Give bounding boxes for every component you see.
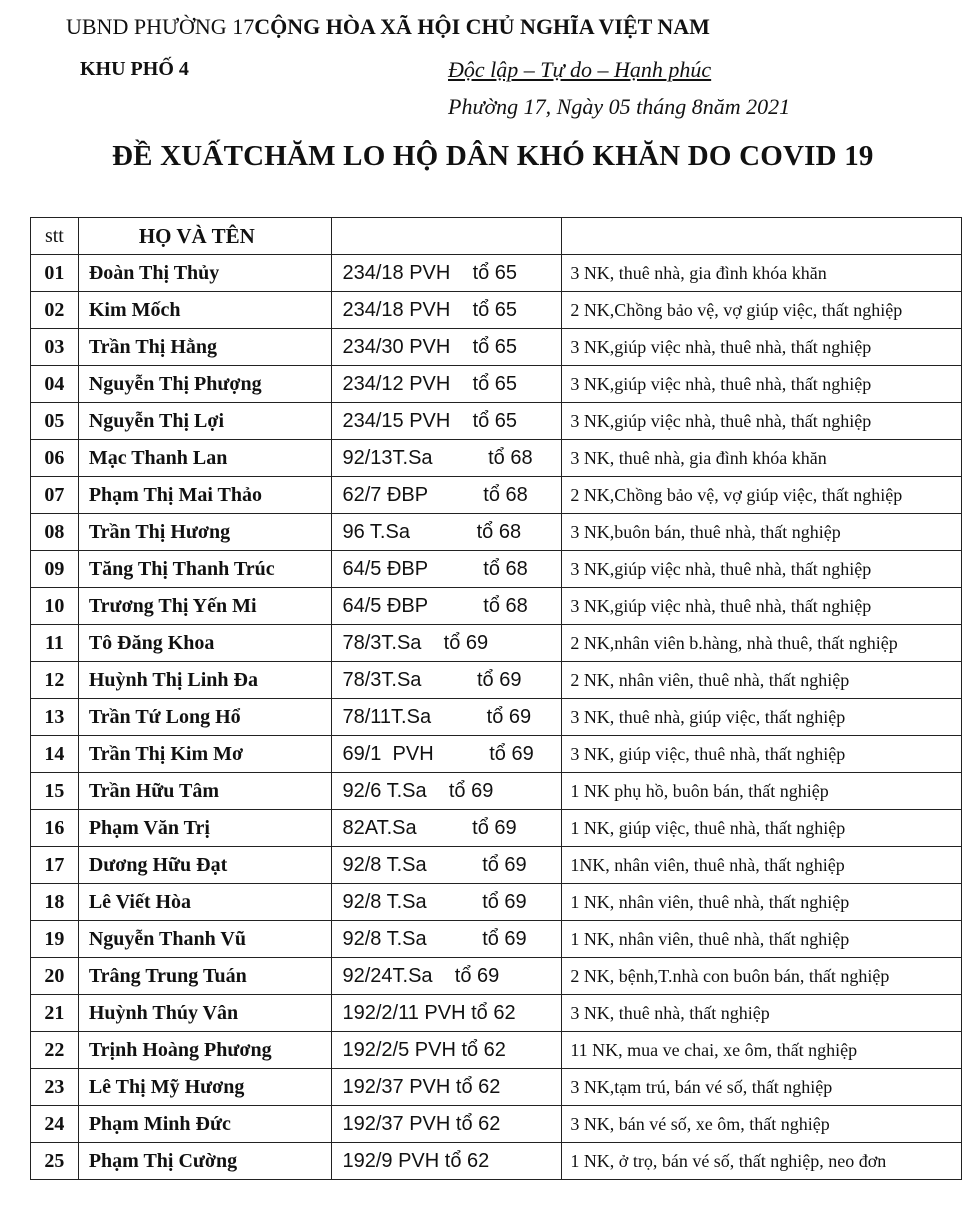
header-stt: stt [31,218,79,255]
row-note: 1 NK, nhân viên, thuê nhà, thất nghiệp [562,884,962,921]
dateline: Phường 17, Ngày 05 tháng 8năm 2021 [448,94,791,119]
row-stt: 14 [31,736,79,773]
row-stt: 17 [31,847,79,884]
row-address: 192/9 PVH tổ 62 [332,1143,562,1180]
row-note: 3 NK,buôn bán, thuê nhà, thất nghiệp [562,514,962,551]
table-row [31,921,962,958]
table-row [31,366,962,403]
row-note: 1 NK phụ hồ, buôn bán, thất nghiệp [562,773,962,810]
table-row [31,736,962,773]
row-note: 2 NK, nhân viên, thuê nhà, thất nghiệp [562,662,962,699]
table-row [31,847,962,884]
table-row [31,810,962,847]
row-address: 192/37 PVH tổ 62 [332,1106,562,1143]
table-header-row [31,218,962,255]
row-stt: 12 [31,662,79,699]
table-row [31,255,962,292]
row-address: 234/30 PVH tổ 65 [332,329,562,366]
row-name: Nguyễn Thị Phượng [78,366,332,403]
row-name: Trâng Trung Tuán [78,958,332,995]
row-name: Trần Thị Hằng [78,329,332,366]
row-stt: 21 [31,995,79,1032]
row-stt: 05 [31,403,79,440]
table-row [31,440,962,477]
row-name: Trần Thị Kim Mơ [78,736,332,773]
row-address: 78/3T.Sa tổ 69 [332,662,562,699]
row-address: 69/1 PVH tổ 69 [332,736,562,773]
row-address: 92/8 T.Sa tổ 69 [332,884,562,921]
row-stt: 07 [31,477,79,514]
row-address: 64/5 ĐBP tổ 68 [332,551,562,588]
row-stt: 18 [31,884,79,921]
table-row [31,1106,962,1143]
row-note: 2 NK,Chồng bảo vệ, vợ giúp việc, thất nghiệp [562,292,962,329]
row-address: 92/8 T.Sa tổ 69 [332,921,562,958]
row-name: Trịnh Hoàng Phương [78,1032,332,1069]
row-note: 3 NK, bán vé số, xe ôm, thất nghiệp [562,1106,962,1143]
row-stt: 03 [31,329,79,366]
table-row [31,292,962,329]
table-row [31,514,962,551]
row-note: 1 NK, giúp việc, thuê nhà, thất nghiệp [562,810,962,847]
row-name: Trần Tứ Long Hổ [78,699,332,736]
row-note: 3 NK,giúp việc nhà, thuê nhà, thất nghiệp [562,403,962,440]
row-note: 1 NK, ở trọ, bán vé số, thất nghiệp, neo đơn [562,1143,962,1180]
header-org-line [66,14,710,40]
row-address: 234/18 PVH tổ 65 [332,292,562,329]
row-name: Phạm Văn Trị [78,810,332,847]
row-note: 3 NK,giúp việc nhà, thuê nhà, thất nghiệp [562,551,962,588]
row-stt: 16 [31,810,79,847]
row-note: 3 NK, thuê nhà, gia đình khóa khăn [562,440,962,477]
row-address: 78/3T.Sa tổ 69 [332,625,562,662]
row-note: 3 NK,giúp việc nhà, thuê nhà, thất nghiệp [562,366,962,403]
row-address: 92/6 T.Sa tổ 69 [332,773,562,810]
household-table [30,217,962,1180]
row-address: 234/12 PVH tổ 65 [332,366,562,403]
row-address: 234/18 PVH tổ 65 [332,255,562,292]
table-row [31,403,962,440]
row-stt: 08 [31,514,79,551]
row-note: 11 NK, mua ve chai, xe ôm, thất nghiệp [562,1032,962,1069]
row-address: 92/8 T.Sa tổ 69 [332,847,562,884]
row-stt: 20 [31,958,79,995]
table-row [31,329,962,366]
sub-org: KHU PHỐ 4 [80,58,189,80]
row-name: Nguyễn Thanh Vũ [78,921,332,958]
nation-name: CỘNG HÒA XÃ HỘI CHỦ NGHĨA VIỆT NAM [254,14,710,39]
row-name: Lê Viết Hòa [78,884,332,921]
row-address: 192/37 PVH tổ 62 [332,1069,562,1106]
row-name: Đoàn Thị Thủy [78,255,332,292]
table-row [31,884,962,921]
row-address: 96 T.Sa tổ 68 [332,514,562,551]
header-note [562,218,962,255]
row-stt: 01 [31,255,79,292]
row-address: 92/13T.Sa tổ 68 [332,440,562,477]
header-name: HỌ VÀ TÊN [78,218,332,255]
row-name: Kim Mốch [78,292,332,329]
table-row [31,662,962,699]
table-row [31,773,962,810]
row-address: 234/15 PVH tổ 65 [332,403,562,440]
row-note: 3 NK,giúp việc nhà, thuê nhà, thất nghiệp [562,329,962,366]
row-address: 64/5 ĐBP tổ 68 [332,588,562,625]
row-stt: 13 [31,699,79,736]
table-row [31,625,962,662]
table-row [31,958,962,995]
table-row [31,1032,962,1069]
row-note: 3 NK, thuê nhà, giúp việc, thất nghiệp [562,699,962,736]
row-name: Huỳnh Thị Linh Đa [78,662,332,699]
row-name: Phạm Thị Cường [78,1143,332,1180]
table-row [31,699,962,736]
row-note: 3 NK, thuê nhà, thất nghiệp [562,995,962,1032]
row-stt: 02 [31,292,79,329]
table-row [31,1143,962,1180]
page-title: ĐỀ XUẤTCHĂM LO HỘ DÂN KHÓ KHĂN DO COVID 19 [112,140,874,172]
row-name: Huỳnh Thúy Vân [78,995,332,1032]
row-stt: 11 [31,625,79,662]
row-note: 1NK, nhân viên, thuê nhà, thất nghiệp [562,847,962,884]
row-stt: 04 [31,366,79,403]
row-note: 1 NK, nhân viên, thuê nhà, thất nghiệp [562,921,962,958]
row-stt: 10 [31,588,79,625]
row-address: 192/2/11 PVH tổ 62 [332,995,562,1032]
row-note: 3 NK, giúp việc, thuê nhà, thất nghiệp [562,736,962,773]
row-address: 92/24T.Sa tổ 69 [332,958,562,995]
row-note: 2 NK, bệnh,T.nhà con buôn bán, thất nghiệp [562,958,962,995]
row-stt: 19 [31,921,79,958]
row-note: 3 NK,tạm trú, bán vé số, thất nghiệp [562,1069,962,1106]
row-name: Nguyễn Thị Lợi [78,403,332,440]
row-note: 2 NK,nhân viên b.hàng, nhà thuê, thất nghiệp [562,625,962,662]
row-address: 78/11T.Sa tổ 69 [332,699,562,736]
row-name: Tô Đăng Khoa [78,625,332,662]
table-row [31,588,962,625]
row-name: Tăng Thị Thanh Trúc [78,551,332,588]
row-stt: 25 [31,1143,79,1180]
row-stt: 15 [31,773,79,810]
row-stt: 24 [31,1106,79,1143]
row-name: Lê Thị Mỹ Hương [78,1069,332,1106]
row-address: 62/7 ĐBP tổ 68 [332,477,562,514]
row-stt: 22 [31,1032,79,1069]
row-name: Trần Hữu Tâm [78,773,332,810]
motto: Độc lập – Tự do – Hạnh phúc [448,57,712,82]
row-name: Phạm Thị Mai Thảo [78,477,332,514]
row-stt: 06 [31,440,79,477]
row-address: 82AT.Sa tổ 69 [332,810,562,847]
row-name: Phạm Minh Đức [78,1106,332,1143]
row-address: 192/2/5 PVH tổ 62 [332,1032,562,1069]
org-name: UBND PHƯỜNG 17 [66,14,255,39]
table-row [31,551,962,588]
row-name: Trương Thị Yến Mi [78,588,332,625]
row-stt: 23 [31,1069,79,1106]
row-name: Trần Thị Hương [78,514,332,551]
row-note: 3 NK, thuê nhà, gia đình khóa khăn [562,255,962,292]
row-name: Mạc Thanh Lan [78,440,332,477]
row-note: 3 NK,giúp việc nhà, thuê nhà, thất nghiệp [562,588,962,625]
row-name: Dương Hữu Đạt [78,847,332,884]
header-address [332,218,562,255]
table-row [31,1069,962,1106]
row-note: 2 NK,Chồng bảo vệ, vợ giúp việc, thất nghiệp [562,477,962,514]
table-row [31,477,962,514]
table-row [31,995,962,1032]
row-stt: 09 [31,551,79,588]
